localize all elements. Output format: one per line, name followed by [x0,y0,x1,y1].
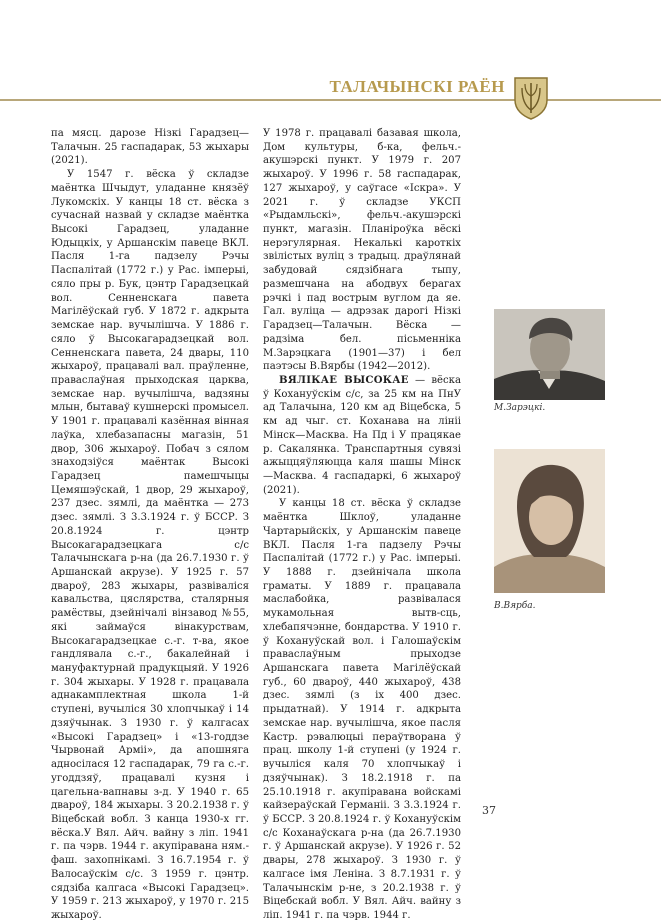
paragraph: У 1547 г. вёска ў складзе маёнтка Шчыдут, уладанне князёў Лукомскіх. У канцы 18 ст. вёска з сучаснай назвай у складзе маёнтка Высокі Гарадзец, уладанне Юдыцкіх, у Аршанскім павеце ВКЛ. Пасля 1-га падзелу Рэчы Паспалітай (1772 г.) у Рас. імперыі, сяло пры р. Бук, цэнтр Гарадзецкай вол. Сенненскага павета Магілёўскай губ. У 1872 г. адкрыта земскае нар. вучылішча. У 1886 г. сяло ў Высокагарадзецкай вол. Сенненскага павета, 24 двары, 110 жыхароў, працавалі вал. праўленне, праваслаўная прыходская царква, земскае нар. вучылішча, вадзяны млын, бытаваў кушнерскі промысел. У 1901 г. працавалі казённая вінная лаўка, хлебазапасны магазін, 51 двор, 306 жыхароў. Побач з сялом знаходзіўся маёнтак Высокі Гарадзец памешчыцы Цемяшэўскай, 1 двор, 29 жыхароў, 237 дзес. зямлі, да маёнтка — 273 дзес. зямлі. З 3.3.1924 г. ў БССР. З 20.8.1924 г. цэнтр Высокагарадзецкага с/с Талачынскага р-на (да 26.7.1930 г. ў Аршанскай акрузе). У 1925 г. 57 двароў, 283 жыхары, развіваліся кавальства, цяслярства, сталярныя рамёствы, дзейнічалі вінзавод №55, які займаўся вінакурствам, Высокагарадзецкае с.-г. т-ва, якое гандлявала с.-г., бакалейнай і мануфактурнай прадукцыяй. У 1926 г. 304 жыхары. У 1928 г. працавала аднакамплектная школа 1-й ступені, вучыліся 30 хлопчыкаў і 14 дзяўчынак. З 1930 г. ў калгасах «Высокі Гарадзец» і «13-годдзе Чырвонай Арміі», да апошняга адносілася 12 гаспадарак, 79 га с.-г. угоддзяў, працавалі кузня і цагельна-вапнавы з-д. У 1940 г. 65 двароў, 184 жыхары. З 20.2.1938 г. ў Віцебскай вобл. З канца 1930-х гг. вёска.У Вял. Айч. вайну з ліп. 1941 г. па чэрв. 1944 г. акупіравана ням.-фаш. захопнікамі. З 16.7.1954 г. ў Валосаўскім с/с. З 1959 г. цэнтр. сядзіба калгаса «Высокі Гарадзец». У 1959 г. 213 жыхароў, у 1970 г. 215 жыхароў. [51,169,249,921]
entry-term: ВЯЛІКАЕ ВЫСОКАЕ [279,374,409,386]
header-rule [0,99,661,101]
paragraph: па мясц. дарозе Нізкі Гарадзец—Талачын. 25 гаспадарак, 53 жыхары (2021). [51,128,249,167]
photo-caption: М.Зарэцкі. [494,403,546,413]
paragraph: У канцы 18 ст. вёска ў складзе маёнтка Шклоў, уладанне Чартарыйскіх, у Аршанскім павеце ВКЛ. Пасля 1-га падзелу Рэчы Паспалітай (1772 г.) у Рас. імперыі. У 1888 г. дзейнічала школа граматы. У 1889 г. працавала маслабойка, развівалася мукамольная вытв-сць, хлебапячэнне, бондарства. У 1910 г. ў Кохануўскай вол. і Галошаўскім праваслаўным прыходзе Аршанскага павета Магілёўскай губ., 60 двароў, 440 жыхароў, 438 дзес. зямлі (з іх 400 дзес. прыдатнай). У 1914 г. адкрыта земскае нар. вучылішча, якое пасля Кастр. рэвалюцыі пераўтворана ў прац. школу 1-й ступені (у 1924 г. вучыліся каля 70 хлопчыкаў і дзяўчынак). З 18.2.1918 г. па 25.10.1918 г. акупіравана войскамі кайзераўскай Германіі. З 3.3.1924 г. ў БССР. З 20.8.1924 г. ў Кохануўскім с/с Коханаўскага р-на (да 26.7.1930 г. ў Аршанскай акрузе). У 1926 г. 52 двары, 278 жыхароў. З 1930 г. ў калгасе імя Леніна. З 8.7.1931 г. ў Талачынскім р-не, з 20.2.1938 г. ў Віцебскай вобл. У Вял. Айч. вайну з ліп. 1941 г. па чэрв. 1944 г. [263,498,461,921]
running-header-title: ТАЛАЧЫНСКІ РАЁН [323,77,511,97]
text-column-right [263,127,461,923]
text-column-left [51,127,249,923]
portrait-photo-viarba [494,449,605,593]
entry-paragraph [263,374,461,497]
entry-text: — вёска ў Кохануўскім с/с, за 25 км на ПнУ ад Талачына, 120 км ад Віцебска, 5 км ад чыг. ст. Коханава на лініі Мінск—Масква. На Пд і У працякае р. Сакалянка. Транспартныя сувязі ажыццяўляюцца каля шашы Мінск—Масква. 4 гаспадаркі, 6 жыхароў (2021). [263,374,461,496]
page-number: 37 [482,804,496,817]
portrait-photo-zaretski [494,309,605,400]
coat-of-arms-icon [513,76,549,120]
paragraph: У 1978 г. працавалі базавая школа, Дом культуры, б-ка, фельч.-акушэрскі пункт. У 1979 г. 207 жыхароў. У 1996 г. 58 гаспадарак, 127 жыхароў, у саўгасе «Іскра». У 2021 г. ў складзе УКСП «Рыдамльскі», фельч.-акушэрскі пункт, магазін. Планіроўка вёскі нерэгулярная. Некалькі кароткіх звілістых вуліц з традыц. драўлянай забудовай сядзібнага тыпу, размешчана на абодвух берагах рэчкі і пад вострым вуглом да яе. Гал. вуліца — адрэзак дарогі Нізкі Гарадзец—Талачын. Вёска — радзіма бел. пісьменніка М.Зарэцкага (1901—37) і бел паэтэсы В.Вярбы (1942—2012). [263,128,461,373]
photo-caption: В.Вярба. [494,601,536,611]
